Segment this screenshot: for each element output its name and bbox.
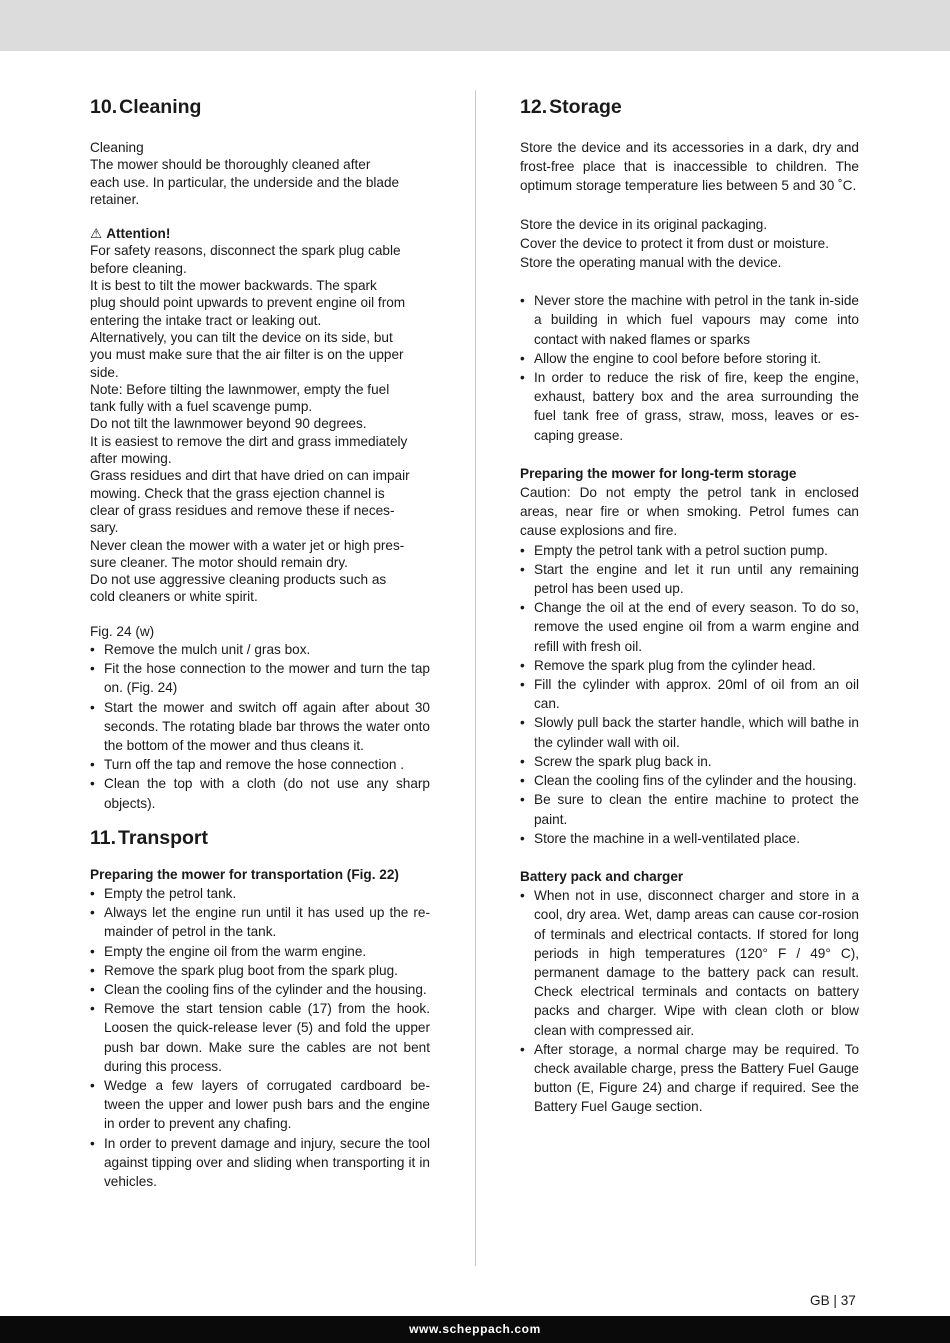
section-title: Storage	[549, 96, 622, 118]
section-heading-cleaning	[90, 94, 430, 120]
list-item: • Allow the engine to cool before before storing it.	[520, 349, 859, 368]
text-line: entering the intake tract or leaking out.	[90, 312, 322, 328]
text-line: For safety reasons, disconnect the spark plug cable	[90, 243, 401, 259]
header-band	[0, 0, 950, 51]
longterm-storage-list	[520, 541, 859, 848]
text-line: cold cleaners or white spirit.	[90, 589, 258, 605]
text-line: It is easiest to remove the dirt and grass immediately	[90, 433, 408, 449]
footer-url: www.scheppach.com	[409, 1322, 541, 1336]
text-line: It is best to tilt the mower backwards. The spark	[90, 278, 377, 294]
section-title: Transport	[118, 826, 208, 849]
text-line: clear of grass residues and remove these if neces-	[90, 502, 395, 518]
storage-notes	[520, 215, 859, 273]
text-line: side.	[90, 364, 119, 380]
text-line: tank fully with a fuel scavenge pump.	[90, 399, 313, 415]
text-line: Store the operating manual with the device.	[520, 255, 782, 271]
list-item: • Fit the hose connection to the mower and turn the tap on. (Fig. 24)	[90, 659, 430, 697]
text-line: after mowing.	[90, 451, 172, 467]
list-item: • Remove the spark plug from the cylinder head.	[520, 656, 859, 675]
transport-subheading: Preparing the mower for transportation (Fig. 22)	[90, 866, 399, 882]
list-item: • Wedge a few layers of corrugated cardboard be-tween the upper and lower push bars and the engine in order to prevent any chafing.	[90, 1076, 430, 1134]
list-item: • When not in use, disconnect charger and store in a cool, dry area. Wet, damp areas can cause cor-rosion of terminals and electrical contacts. If stored for long periods in high temperatures (120° F / 49° C), permanent damage to the battery pack can result. Check electrical terminals and contacts on battery packs and charger. Wipe with clean cloth or blow clean with compressed air.	[520, 886, 859, 1040]
section-number: 10.	[90, 96, 118, 118]
list-item: • Empty the petrol tank.	[90, 884, 430, 903]
list-item: • Remove the start tension cable (17) from the hook. Loosen the quick-release lever (5) and fold the upper push bar down. Make sure the cables are not bent during this process.	[90, 999, 430, 1076]
text-line: Grass residues and dirt that have dried on can impair	[90, 468, 410, 484]
section-number: 11.	[90, 826, 117, 849]
list-item: • After storage, a normal charge may be required. To check available charge, press the Battery Fuel Gauge button (E, Figure 24) and charge if required. See the Battery Fuel Gauge section.	[520, 1040, 859, 1117]
text-line: Do not use aggressive cleaning products such as	[90, 572, 387, 588]
list-item: • Clean the cooling fins of the cylinder and the housing.	[90, 980, 430, 999]
list-item: • Remove the mulch unit / gras box.	[90, 640, 430, 659]
footer-bar	[0, 1316, 950, 1343]
text-line: sary.	[90, 520, 119, 536]
attention-label: Attention!	[106, 226, 171, 242]
list-item: • Empty the petrol tank with a petrol suction pump.	[520, 541, 859, 560]
text-line: plug should point upwards to prevent engine oil from	[90, 295, 406, 311]
list-item: • Never store the machine with petrol in the tank in-side a building in which fuel vapours may come into contact with naked flames or sparks	[520, 291, 859, 349]
battery-list	[520, 886, 859, 1116]
cleaning-steps-list	[90, 640, 430, 813]
section-heading-storage	[520, 94, 859, 120]
list-item: • Turn off the tap and remove the hose connection .	[90, 755, 430, 774]
list-item: • Screw the spark plug back in.	[520, 752, 859, 771]
list-item: • Remove the spark plug boot from the spark plug.	[90, 961, 430, 980]
text-line: you must make sure that the air filter is on the upper	[90, 347, 404, 363]
storage-intro: Store the device and its accessories in a dark, dry and frost-free place that is inaccessible to children. The optimum storage temperature lies between 5 and 30 ˚C.	[520, 140, 859, 194]
section-title: Cleaning	[119, 96, 202, 118]
right-column	[520, 94, 859, 1117]
text-line: Note: Before tilting the lawnmower, empty the fuel	[90, 381, 390, 397]
longterm-storage-heading: Preparing the mower for long-term storage	[520, 465, 797, 481]
text-line: each use. In particular, the underside and the blade	[90, 174, 400, 190]
list-item: • Be sure to clean the entire machine to protect the paint.	[520, 790, 859, 828]
text-line: The mower should be thoroughly cleaned after	[90, 157, 371, 173]
cleaning-intro	[90, 139, 430, 208]
list-item: • In order to reduce the risk of fire, keep the engine, exhaust, battery box and the area surrounding the fuel tank free of grass, straw, moss, leaves or es-caping grease.	[520, 368, 859, 445]
text-line: Alternatively, you can tilt the device on its side, but	[90, 329, 393, 345]
warning-triangle-icon: ⚠	[90, 226, 103, 242]
list-item: • Change the oil at the end of every season. To do so, remove the used engine oil from a warm engine and refill with fresh oil.	[520, 598, 859, 656]
list-item: • Always let the engine run until it has used up the re-mainder of petrol in the tank.	[90, 903, 430, 941]
list-item: • Slowly pull back the starter handle, which will bathe in the cylinder wall with oil.	[520, 713, 859, 751]
storage-safety-list	[520, 291, 859, 445]
list-item: • Start the mower and switch off again after about 30 seconds. The rotating blade bar throws the water onto the bottom of the mower and thus cleans it.	[90, 698, 430, 756]
page-number: GB | 37	[810, 1293, 856, 1308]
figure-reference: Fig. 24 (w)	[90, 623, 155, 639]
battery-heading: Battery pack and charger	[520, 868, 684, 884]
column-divider	[475, 90, 476, 1266]
section-number: 12.	[520, 96, 548, 118]
text-line: before cleaning.	[90, 260, 187, 276]
text-line: retainer.	[90, 191, 140, 207]
text-line: sure cleaner. The motor should remain dry.	[90, 554, 348, 570]
left-column	[90, 94, 430, 1191]
text-line: Cover the device to protect it from dust or moisture.	[520, 235, 830, 251]
section-heading-transport	[90, 825, 430, 851]
list-item: • In order to prevent damage and injury, secure the tool against tipping over and sliding when transporting it in vehicles.	[90, 1134, 430, 1192]
text-line: Cleaning	[90, 140, 144, 155]
text-line: Never clean the mower with a water jet or high pres-	[90, 537, 405, 553]
text-line: Store the device in its original packaging.	[520, 216, 768, 232]
cleaning-instructions	[90, 242, 430, 605]
text-line: mowing. Check that the grass ejection channel is	[90, 485, 385, 501]
transport-steps-list	[90, 884, 430, 1191]
text-line: Do not tilt the lawnmower beyond 90 degrees.	[90, 416, 367, 432]
list-item: • Empty the engine oil from the warm engine.	[90, 942, 430, 961]
list-item: • Store the machine in a well-ventilated place.	[520, 829, 859, 848]
list-item: • Clean the top with a cloth (do not use any sharp objects).	[90, 774, 430, 812]
caution-text: Caution: Do not empty the petrol tank in enclosed areas, near fire or when smoking. Petrol fumes can cause explosions and fire.	[520, 485, 859, 539]
list-item: • Fill the cylinder with approx. 20ml of oil from an oil can.	[520, 675, 859, 713]
attention-heading	[90, 225, 430, 242]
list-item: • Start the engine and let it run until any remaining petrol has been used up.	[520, 560, 859, 598]
list-item: • Clean the cooling fins of the cylinder and the housing.	[520, 771, 859, 790]
